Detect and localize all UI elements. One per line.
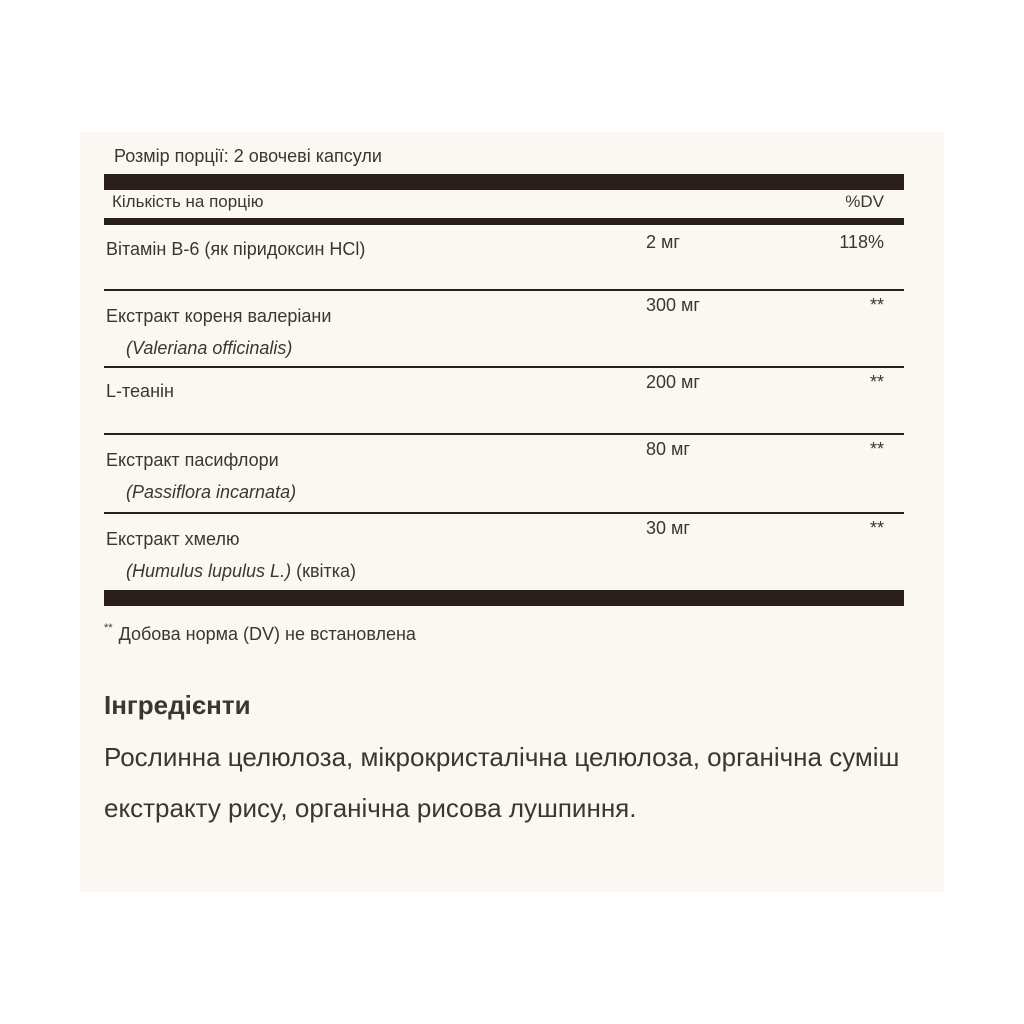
nutrient-dv: ** <box>869 372 884 392</box>
nutrient-name: Екстракт кореня валеріани <box>106 306 332 326</box>
nutrient-amount: 80 мг <box>646 439 690 459</box>
nutrient-name: L-теанін <box>106 381 174 401</box>
nutrient-row-valerian <box>104 291 904 367</box>
nutrient-name: Екстракт пасифлори <box>106 450 279 470</box>
nutrient-amount: 30 мг <box>646 518 690 538</box>
footnote-text: Добова норма (DV) не встановлена <box>118 624 416 644</box>
nutrient-dv: ** <box>869 439 884 459</box>
header-rule <box>104 218 904 225</box>
nutrient-amount: 200 мг <box>646 372 700 392</box>
nutrient-row-passiflora <box>104 435 904 513</box>
nutrient-row-l-theanine <box>104 368 904 434</box>
nutrient-dv: 118% <box>839 232 884 252</box>
serving-size: Розмір порції: 2 овочеві капсули <box>114 146 382 166</box>
nutrient-row-vitamin-b6 <box>104 228 904 290</box>
nutrient-row-hops <box>104 514 904 588</box>
top-thick-rule <box>104 174 904 190</box>
ingredients-text: Рослинна целюлоза, мікрокристалічна целюлоза, органічна суміш екстракту рису, органічна рисова лушпиння. <box>104 742 900 823</box>
nutrient-dv: ** <box>869 295 884 315</box>
nutrient-latin-name: (Passiflora incarnata) <box>126 482 297 502</box>
nutrient-amount: 2 мг <box>646 232 680 252</box>
nutrient-latin-name: (Humulus lupulus L.) (квітка) <box>126 561 357 581</box>
nutrient-amount: 300 мг <box>646 295 700 315</box>
dv-label: %DV <box>845 192 884 211</box>
nutrient-latin-name: (Valeriana officinalis) <box>126 338 293 358</box>
bottom-thick-rule <box>104 590 904 606</box>
footnote-mark: ** <box>104 622 113 634</box>
nutrient-dv: ** <box>869 518 884 538</box>
dv-footnote <box>104 624 416 645</box>
nutrient-name: Екстракт хмелю <box>106 529 240 549</box>
table-header <box>104 192 904 216</box>
nutrient-name: Вітамін В-6 (як піридоксин HCl) <box>106 239 366 259</box>
ingredients-title: Інгредієнти <box>104 690 251 720</box>
amount-per-serving-label: Кількість на порцію <box>112 192 264 211</box>
